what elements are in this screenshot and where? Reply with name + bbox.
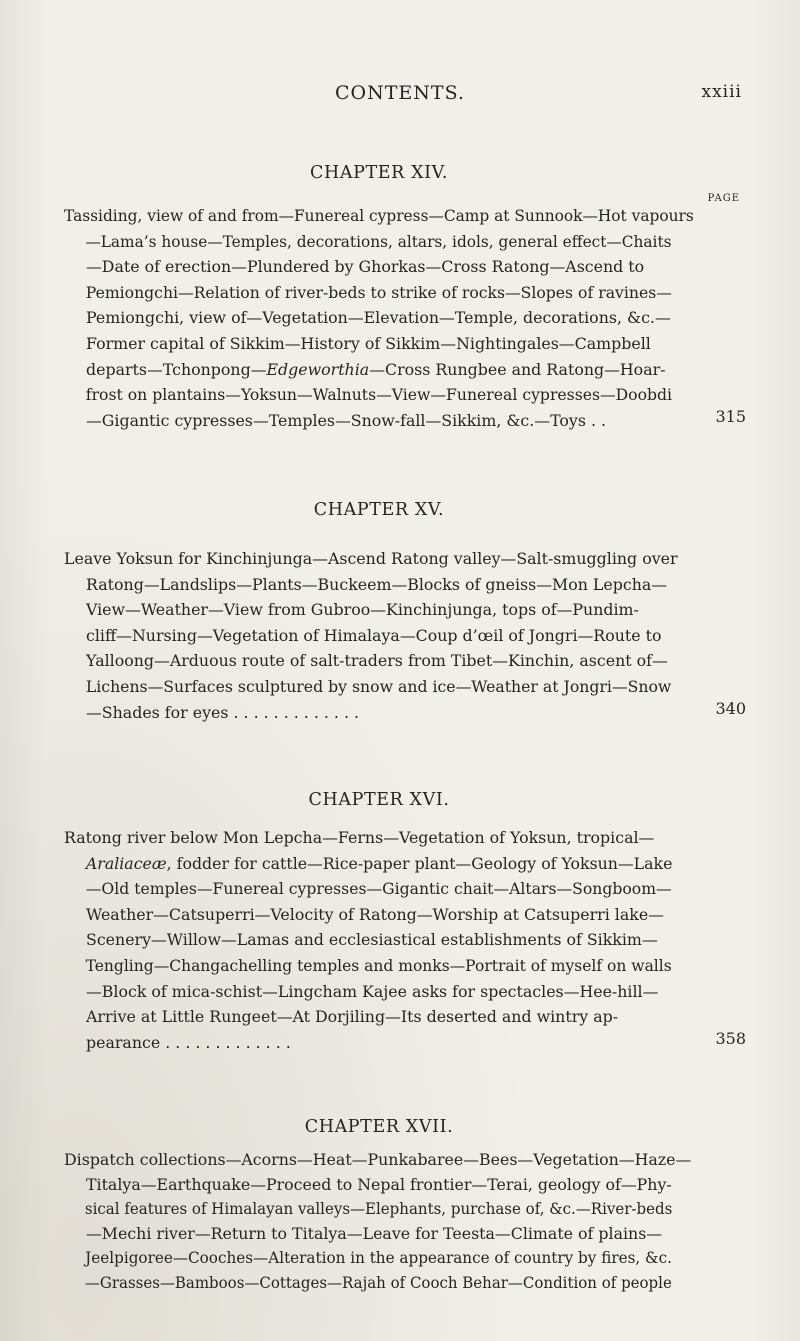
summary-line: —Gigantic cypresses—Temples—Snow-fall—Sikkim, &c.—Toys . . [86, 410, 607, 430]
summary-line: Former capital of Sikkim—History of Sikkim—Nightingales—Campbell [86, 333, 651, 353]
summary-line: Ratong—Landslips—Plants—Buckeem—Blocks of gneiss—Mon Lepcha— [86, 574, 668, 594]
summary-line: Tengling—Changachelling temples and monks—Portrait of myself on walls [85, 955, 672, 975]
summary-line: Leave Yoksun for Kinchinjunga—Ascend Ratong valley—Salt-smuggling over [64, 549, 678, 568]
summary-line: —Date of erection—Plundered by Ghorkas—Cross Ratong—Ascend to [86, 257, 645, 277]
chapter-page-number: 315 [715, 407, 746, 426]
summary-line: Dispatch collections—Acorns—Heat—Punkabaree—Bees—Vegetation—Haze— [64, 1150, 692, 1169]
chapter-15-body [64, 546, 694, 725]
summary-line: Yalloong—Arduous route of salt-traders from Tibet—Kinchin, ascent of— [86, 651, 668, 671]
chapter-title: CHAPTER XVII. [304, 1117, 454, 1137]
chapter-14 [64, 163, 694, 183]
summary-line: Ratong river below Mon Lepcha—Ferns—Vegetation of Yoksun, tropical— [64, 828, 655, 847]
summary-line: departs—Tchonpong—Edgeworthia—Cross Rungbee and Ratong—Hoar- [86, 359, 666, 379]
summary-line: Weather—Catsuperri—Velocity of Ratong—Worship at Catsuperri lake— [86, 904, 664, 924]
summary-line: Arrive at Little Rungeet—At Dorjiling—Its deserted and wintry ap- [86, 1007, 619, 1027]
chapter-summary [64, 1148, 694, 1295]
chapter-title: CHAPTER XVI. [308, 790, 450, 810]
chapter-title: CHAPTER XIV. [310, 163, 448, 183]
summary-line: —Lama’s house—Temples, decorations, altars, idols, general effect—Chaits [85, 231, 672, 251]
chapter-summary [64, 546, 694, 725]
summary-line: Pemiongchi, view of—Vegetation—Elevation—Temple, decorations, &c.— [86, 308, 671, 328]
chapter-15 [64, 500, 694, 520]
summary-line: Tassiding, view of and from—Funereal cypress—Camp at Sunnook—Hot vapours [64, 206, 694, 225]
chapter-title: CHAPTER XV. [313, 500, 445, 520]
chapter-page-number: 358 [715, 1029, 746, 1048]
chapter-14-body [64, 203, 694, 433]
summary-line: sical features of Himalayan valleys—Elephants, purchase of, &c.—River-beds [84, 1199, 673, 1218]
summary-line: —Block of mica-schist—Lingcham Kajee asks for spectacles—Hee-hill— [86, 981, 659, 1001]
summary-line: Scenery—Willow—Lamas and ecclesiastical establishments of Sikkim— [86, 930, 658, 950]
summary-line: —Shades for eyes . . . . . . . . . . . . . [86, 702, 360, 722]
summary-line: Titalya—Earthquake—Proceed to Nepal frontier—Terai, geology of—Phy- [86, 1174, 672, 1194]
summary-line: —Old temples—Funereal cypresses—Gigantic chait—Altars—Songboom— [85, 879, 672, 899]
running-page-number: xxiii [701, 82, 742, 102]
summary-line: View—Weather—View from Gubroo—Kinchinjunga, tops of—Pundim- [86, 600, 639, 620]
running-title: CONTENTS. [335, 82, 465, 104]
summary-line: —Mechi river—Return to Titalya—Leave for Teesta—Climate of plains— [86, 1223, 663, 1243]
chapter-17-body [64, 1148, 694, 1295]
chapter-summary [64, 203, 694, 433]
summary-line: Pemiongchi—Relation of river-beds to strike of rocks—Slopes of ravines— [85, 282, 672, 302]
summary-line: Jeelpigoree—Cooches—Alteration in the appearance of country by fires, &c. [85, 1248, 672, 1267]
chapter-16 [64, 790, 694, 810]
page-column-label: PAGE [707, 193, 740, 204]
chapter-summary [64, 825, 694, 1055]
summary-line: —Grasses—Bamboos—Cottages—Rajah of Cooch Behar—Condition of people [84, 1272, 672, 1292]
chapter-17 [64, 1117, 694, 1137]
chapter-16-body [64, 825, 694, 1055]
summary-line: cliff—Nursing—Vegetation of Himalaya—Coup d’œil of Jongri—Route to [86, 625, 662, 645]
running-header [0, 82, 800, 108]
summary-line: frost on plantains—Yoksun—Walnuts—View—Funereal cypresses—Doobdi [85, 385, 673, 405]
summary-line: Lichens—Surfaces sculptured by snow and ice—Weather at Jongri—Snow [85, 676, 672, 696]
chapter-page-number: 340 [715, 699, 746, 718]
summary-line: pearance . . . . . . . . . . . . . [86, 1032, 291, 1052]
summary-line: Araliaceæ, fodder for cattle—Rice-paper plant—Geology of Yoksun—Lake [85, 853, 673, 873]
